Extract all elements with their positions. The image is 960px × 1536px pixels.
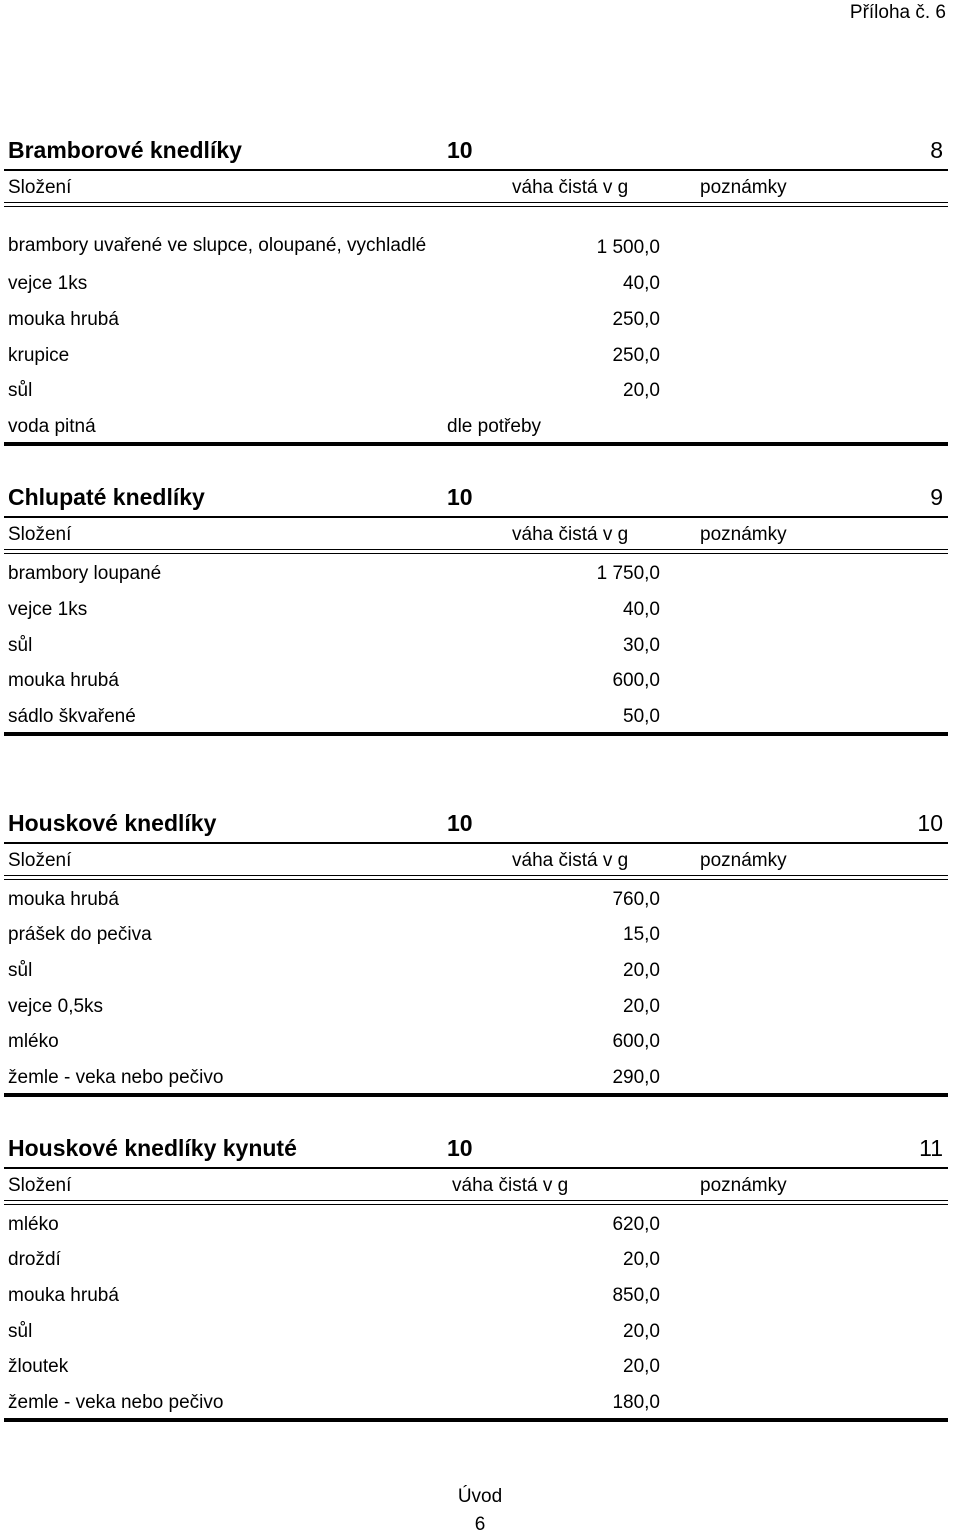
ingredient-amount: 20,0 bbox=[623, 380, 660, 401]
ingredient-amount: 250,0 bbox=[612, 309, 660, 330]
divider bbox=[4, 1093, 948, 1097]
divider bbox=[4, 1167, 948, 1169]
ingredient-amount: dle potřeby bbox=[447, 416, 542, 437]
divider bbox=[4, 516, 948, 518]
column-header-weight: váha čistá v g bbox=[512, 524, 629, 545]
column-header-weight: váha čistá v g bbox=[512, 177, 629, 198]
ingredient-name: mouka hrubá bbox=[8, 889, 119, 910]
recipe-portions: 10 bbox=[447, 810, 473, 836]
ingredient-name: brambory loupané bbox=[8, 563, 162, 584]
recipe-number: 8 bbox=[930, 137, 943, 163]
column-header-notes: poznámky bbox=[700, 177, 787, 198]
divider bbox=[4, 732, 948, 736]
ingredient-name: vejce 1ks bbox=[8, 273, 88, 294]
recipe-number: 11 bbox=[919, 1135, 943, 1161]
ingredient-name: brambory uvařené ve slupce, oloupané, vychladlé bbox=[8, 235, 427, 256]
divider bbox=[4, 842, 948, 844]
recipe-title: Bramborové knedlíky bbox=[8, 137, 242, 163]
divider bbox=[4, 202, 948, 207]
ingredient-name: voda pitná bbox=[8, 416, 96, 437]
column-header-weight: váha čistá v g bbox=[452, 1175, 569, 1196]
ingredient-name: žemle - veka nebo pečivo bbox=[8, 1067, 224, 1088]
column-header-composition: Složení bbox=[8, 524, 72, 545]
ingredient-name: sůl bbox=[8, 1321, 33, 1342]
ingredient-amount: 1 750,0 bbox=[596, 563, 660, 584]
column-header-weight: váha čistá v g bbox=[512, 850, 629, 871]
divider bbox=[4, 442, 948, 446]
ingredient-name: žloutek bbox=[8, 1356, 69, 1377]
ingredient-amount: 620,0 bbox=[612, 1214, 660, 1235]
divider bbox=[4, 1200, 948, 1205]
column-header-composition: Složení bbox=[8, 177, 72, 198]
ingredient-amount: 20,0 bbox=[623, 960, 660, 981]
column-header-composition: Složení bbox=[8, 1175, 72, 1196]
ingredient-name: mléko bbox=[8, 1031, 59, 1052]
ingredient-amount: 180,0 bbox=[612, 1392, 660, 1413]
ingredient-amount: 20,0 bbox=[623, 996, 660, 1017]
ingredient-amount: 20,0 bbox=[623, 1249, 660, 1270]
divider bbox=[4, 1418, 948, 1422]
ingredient-name: sůl bbox=[8, 635, 33, 656]
recipe-portions: 10 bbox=[447, 137, 473, 163]
ingredient-name: sádlo škvařené bbox=[8, 706, 136, 727]
recipe-portions: 10 bbox=[447, 1135, 473, 1161]
page-number: 6 bbox=[474, 1514, 486, 1535]
ingredient-name: mouka hrubá bbox=[8, 309, 119, 330]
column-header-notes: poznámky bbox=[700, 850, 787, 871]
ingredient-amount: 50,0 bbox=[623, 706, 660, 727]
ingredient-amount: 1 500,0 bbox=[596, 237, 660, 258]
divider bbox=[4, 169, 948, 171]
ingredient-amount: 40,0 bbox=[623, 273, 660, 294]
recipe-title: Houskové knedlíky kynuté bbox=[8, 1135, 297, 1161]
recipe-portions: 10 bbox=[447, 484, 473, 510]
column-header-composition: Složení bbox=[8, 850, 72, 871]
ingredient-name: krupice bbox=[8, 345, 70, 366]
ingredient-name: droždí bbox=[8, 1249, 61, 1270]
recipe-number: 10 bbox=[917, 810, 943, 836]
ingredient-amount: 290,0 bbox=[612, 1067, 660, 1088]
ingredient-name: prášek do pečiva bbox=[8, 924, 152, 945]
ingredient-amount: 15,0 bbox=[623, 924, 660, 945]
ingredient-name: vejce 0,5ks bbox=[8, 996, 104, 1017]
divider bbox=[4, 875, 948, 880]
footer-section: Úvod bbox=[457, 1486, 503, 1507]
recipe-title: Houskové knedlíky bbox=[8, 810, 217, 836]
column-header-notes: poznámky bbox=[700, 1175, 787, 1196]
ingredient-amount: 250,0 bbox=[612, 345, 660, 366]
ingredient-name: vejce 1ks bbox=[8, 599, 88, 620]
recipe-title: Chlupaté knedlíky bbox=[8, 484, 205, 510]
ingredient-name: mléko bbox=[8, 1214, 59, 1235]
ingredient-name: sůl bbox=[8, 380, 33, 401]
ingredient-amount: 600,0 bbox=[612, 1031, 660, 1052]
column-header-notes: poznámky bbox=[700, 524, 787, 545]
ingredient-name: mouka hrubá bbox=[8, 670, 119, 691]
recipe-number: 9 bbox=[930, 484, 943, 510]
ingredient-amount: 600,0 bbox=[612, 670, 660, 691]
ingredient-amount: 40,0 bbox=[623, 599, 660, 620]
ingredient-name: sůl bbox=[8, 960, 33, 981]
ingredient-amount: 30,0 bbox=[623, 635, 660, 656]
ingredient-amount: 760,0 bbox=[612, 889, 660, 910]
appendix-label: Příloha č. 6 bbox=[849, 2, 946, 23]
divider bbox=[4, 549, 948, 554]
ingredient-amount: 20,0 bbox=[623, 1356, 660, 1377]
ingredient-amount: 850,0 bbox=[612, 1285, 660, 1306]
ingredient-name: žemle - veka nebo pečivo bbox=[8, 1392, 224, 1413]
ingredient-amount: 20,0 bbox=[623, 1321, 660, 1342]
ingredient-name: mouka hrubá bbox=[8, 1285, 119, 1306]
